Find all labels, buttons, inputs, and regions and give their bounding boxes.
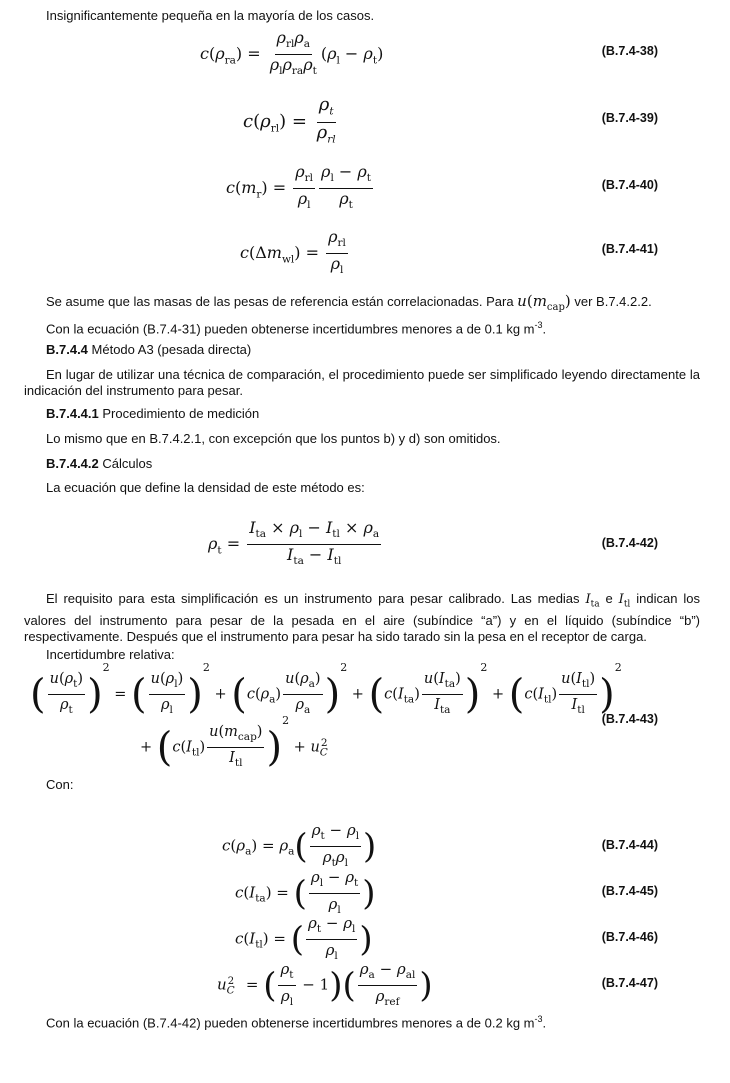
text-line: Lo mismo que en B.7.4.2.1, con excepción que los puntos b) y d) son omitidos. [46,431,501,446]
paragraph: En lugar de utilizar una técnica de comparación, el procedimiento puede ser simplificado leyendo directamente la indicación del instrumento para pesar. [24,367,700,398]
text-line: Con la ecuación (B.7.4-42) pueden obtenerse incertidumbres menores a de 0.2 kg $m^{-3}$. [46,1014,547,1031]
equation-number: (B.7.4-43) [601,712,658,726]
equation-44: $c(\rho_a) = \rho_a$( $\rho_t - \rho_l$ $\rho_t\rho_l$ ) [222,821,377,869]
equation-number: (B.7.4-38) [601,44,658,58]
equation-42: $\rho_t$ = $I_{ta} \times \rho_l - I_{tl} \times \rho_a$ $I_{ta} - I_{tl}$ [208,518,380,568]
text-line: Con la ecuación (B.7.4-31) pueden obtenerse incertidumbres menores a de 0.1 kg $m^{-3}$. [46,320,547,337]
equation-number: (B.7.4-45) [601,884,658,898]
equation-43: ( $\frac{u(\rho_t)}{\rho_t}$ )$^2$ = ( $\frac{u(\rho_l)}{\rho_l}$ )$^2 + (c(\rho_a)$ $\frac{u(\rho_a)}{\rho_a}$ )$^2 + (c(I_{ta})$ $u(I_{ta})$ $I_{ta}$ )$^2 + (c(I_{tl})$ $u(I_{tl})$ $I_{tl}$ )$^2$ [30,661,622,718]
equation-41: $c(\Delta m_{wl})$ = $\rho_{rl}$ $\rho_l$ [240,227,346,277]
equation-45: $c(I_{ta})$ = ( $\frac{\rho_l - \rho_t}{\rho_l}$ ) [235,868,376,916]
text-line: Se asume que las masas de las pesas de referencia están correlacionadas. Para $u(m_{cap})$ ver B.7.4.2.2. [46,292,652,313]
equation-number: (B.7.4-41) [601,242,658,256]
equation-number: (B.7.4-44) [601,838,658,852]
text-line: Incertidumbre relativa: [46,647,175,662]
section-heading: B.7.4.4.1 Procedimiento de medición [46,406,260,421]
equation-43-continuation: + ($c(I_{tl})$ $u(m_{cap})$ $I_{tl}$ )$^2 + u_C^2$ [140,714,328,771]
equation-number: (B.7.4-39) [601,111,658,125]
equation-39: $c(\rho_{rl})$ = $\rho_t$ $\rho_{rl}$ [243,94,336,146]
equation-number: (B.7.4-40) [601,178,658,192]
paragraph: El requisito para esta simplificación es un instrumento para pesar calibrado. Las medias $I_{ta}$ e $I_{tl}$ indican los valores del instrumento para pesar de la pesada en el aire (subíndice “a”) y en el líquido (subíndice “b”) respectivamente. Después que el instrumento para pesar ha sido tarado sin la pesa en el receptor de carga. [24,591,700,644]
equation-38: $c(\rho_{ra})$ = $\rho_{rl}\rho_a$ $\rho_l\rho_{ra}\rho_t$ $(\rho_l - \rho_t)$ [200,28,384,78]
equation-number: (B.7.4-47) [601,976,658,990]
text-line: Con: [46,777,74,792]
text-line: La ecuación que define la densidad de este método es: [46,480,365,495]
equation-47: $u_C^2$ = ( $\frac{\rho_t}{\rho_l}$ − 1)( $\rho_a - \rho_{al}$ $\rho_{ref}$ ) [217,960,433,1008]
equation-40: $c(m_r)$ = $\rho_{rl}$ $\rho_l$ $\frac{\rho_l - \rho_t}{\rho_t}$ [226,162,372,212]
equation-number: (B.7.4-46) [601,930,658,944]
section-heading: B.7.4.4.2 Cálculos [46,456,153,471]
text-line: Insignificantemente pequeña en la mayoría de los casos. [46,8,375,23]
section-heading: B.7.4.4 Método A3 (pesada directa) [46,342,252,357]
equation-number: (B.7.4-42) [601,536,658,550]
equation-46: $c(I_{tl})$ = ( $\frac{\rho_t - \rho_l}{\rho_l}$ ) [235,914,373,962]
